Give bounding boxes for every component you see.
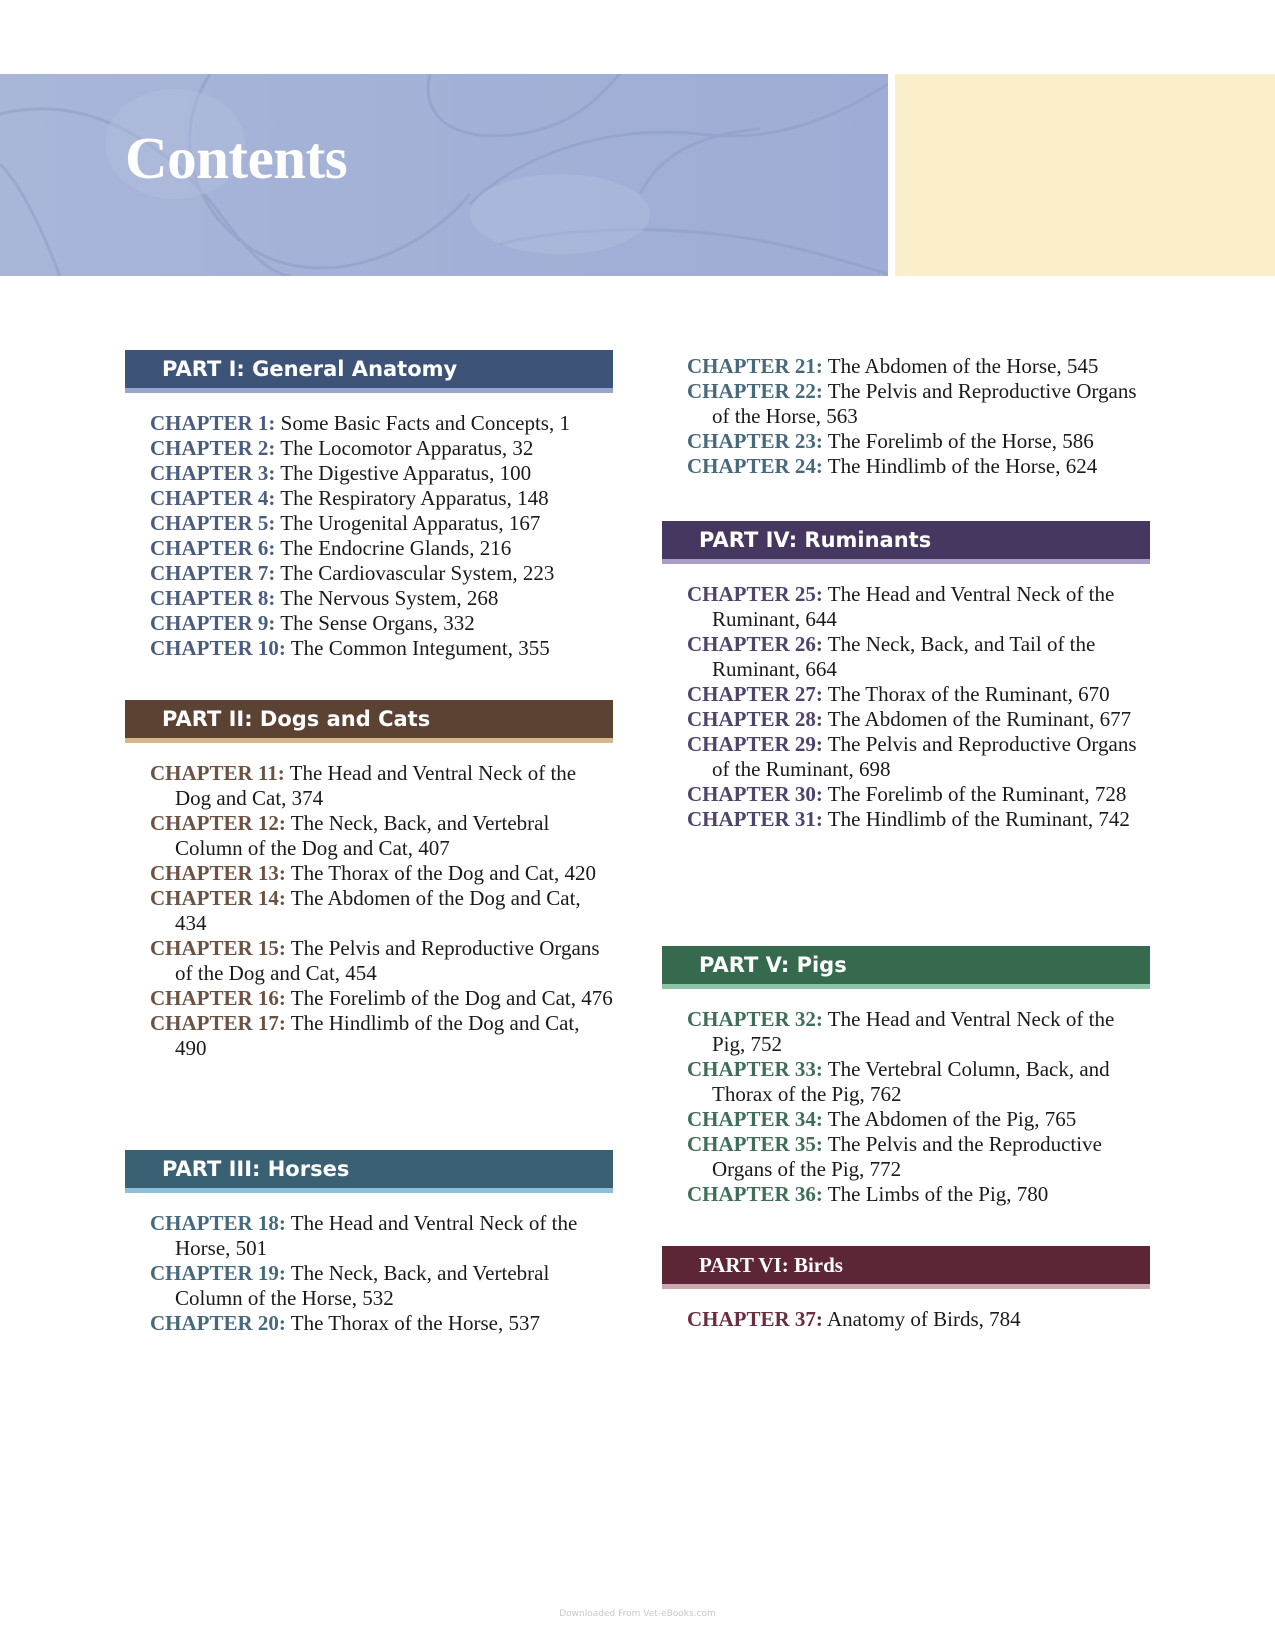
chapter-title: The Hindlimb of the Dog and Cat, 490 [175,1011,580,1060]
chapter-label: CHAPTER 33: [687,1057,823,1081]
chapter-label: CHAPTER 4: [150,486,276,510]
chapter-label: CHAPTER 14: [150,886,286,910]
part-section [125,1150,613,1336]
chapter-label: CHAPTER 25: [687,582,823,606]
chapter-title: The Head and Ventral Neck of the Ruminant, 644 [712,582,1115,631]
chapter-label: CHAPTER 27: [687,682,823,706]
chapter-title: The Head and Ventral Neck of the Dog and Cat, 374 [175,761,577,810]
chapter-entry [150,561,613,586]
chapter-label: CHAPTER 19: [150,1261,286,1285]
chapter-label: CHAPTER 31: [687,807,823,831]
chapter-label: CHAPTER 37: [687,1307,823,1331]
chapter-label: CHAPTER 23: [687,429,823,453]
contents-banner [0,74,888,276]
chapter-entry [150,986,613,1011]
chapter-title: The Neck, Back, and Tail of the Ruminant, 664 [712,632,1096,681]
part-header: PART IV: Ruminants [662,521,1150,559]
chapter-entry [150,536,613,561]
chapter-title: The Limbs of the Pig, 780 [822,1182,1049,1206]
chapter-label: CHAPTER 13: [150,861,286,885]
chapter-entry [687,632,1150,682]
chapter-entry [687,1057,1150,1107]
chapter-title: The Vertebral Column, Back, and Thorax of the Pig, 762 [712,1057,1110,1106]
chapter-label: CHAPTER 22: [687,379,823,403]
chapter-entry [150,936,613,986]
part-header: PART II: Dogs and Cats [125,700,613,738]
chapter-label: CHAPTER 10: [150,636,286,660]
chapter-title: The Thorax of the Ruminant, 670 [822,682,1110,706]
chapter-label: CHAPTER 26: [687,632,823,656]
chapter-entry [150,1311,613,1336]
part-header: PART III: Horses [125,1150,613,1188]
chapter-label: CHAPTER 35: [687,1132,823,1156]
chapter-entry [150,636,613,661]
chapter-label: CHAPTER 9: [150,611,276,635]
chapter-list [662,354,1150,479]
chapter-entry [687,782,1150,807]
chapter-entry [687,807,1150,832]
chapter-entry [687,707,1150,732]
chapter-title: The Digestive Apparatus, 100 [275,461,532,485]
chapter-list [662,1289,1150,1332]
chapter-title: The Locomotor Apparatus, 32 [275,436,534,460]
chapter-list [125,393,613,661]
part-section [662,1246,1150,1332]
chapter-title: The Hindlimb of the Ruminant, 742 [822,807,1130,831]
footer-watermark: Downloaded From Vet-eBooks.com [559,1609,716,1619]
chapter-label: CHAPTER 7: [150,561,276,585]
chapter-label: CHAPTER 3: [150,461,276,485]
chapter-entry [150,761,613,811]
chapter-title: The Forelimb of the Dog and Cat, 476 [285,986,613,1010]
part-header: PART V: Pigs [662,946,1150,984]
chapter-label: CHAPTER 17: [150,1011,286,1035]
chapter-label: CHAPTER 34: [687,1107,823,1131]
part-section [125,350,613,661]
chapter-entry [687,582,1150,632]
chapter-title: The Neck, Back, and Vertebral Column of the Dog and Cat, 407 [175,811,550,860]
chapter-label: CHAPTER 5: [150,511,276,535]
chapter-label: CHAPTER 21: [687,354,823,378]
chapter-entry [687,1132,1150,1182]
chapter-entry [687,1107,1150,1132]
chapter-title: The Urogenital Apparatus, 167 [275,511,541,535]
chapter-label: CHAPTER 32: [687,1007,823,1031]
chapter-label: CHAPTER 24: [687,454,823,478]
chapter-entry [150,1261,613,1311]
chapter-title: Anatomy of Birds, 784 [822,1307,1021,1331]
chapter-entry [687,354,1150,379]
chapter-entry [150,1011,613,1061]
chapter-title: The Forelimb of the Horse, 586 [822,429,1094,453]
chapter-entry [687,682,1150,707]
chapter-entry [687,1182,1150,1207]
part-section [125,700,613,1061]
chapter-title: The Pelvis and Reproductive Organs of the Ruminant, 698 [712,732,1137,781]
chapter-label: CHAPTER 12: [150,811,286,835]
chapter-title: The Cardiovascular System, 223 [275,561,555,585]
chapter-title: The Nervous System, 268 [275,586,499,610]
chapter-list [662,989,1150,1207]
chapter-title: The Neck, Back, and Vertebral Column of the Horse, 532 [175,1261,550,1310]
chapter-label: CHAPTER 36: [687,1182,823,1206]
chapter-title: The Respiratory Apparatus, 148 [275,486,549,510]
chapter-title: The Pelvis and Reproductive Organs of the Horse, 563 [712,379,1137,428]
chapter-title: The Abdomen of the Pig, 765 [822,1107,1077,1131]
chapter-label: CHAPTER 18: [150,1211,286,1235]
part-header: PART VI: Birds [662,1246,1150,1284]
chapter-title: The Thorax of the Horse, 537 [285,1311,541,1335]
chapter-label: CHAPTER 15: [150,936,286,960]
chapter-entry [687,732,1150,782]
chapter-label: CHAPTER 16: [150,986,286,1010]
chapter-title: The Forelimb of the Ruminant, 728 [822,782,1127,806]
chapter-title: The Common Integument, 355 [285,636,550,660]
chapter-label: CHAPTER 1: [150,411,276,435]
chapter-title: The Pelvis and the Reproductive Organs of the Pig, 772 [712,1132,1102,1181]
chapter-label: CHAPTER 28: [687,707,823,731]
chapter-entry [687,1007,1150,1057]
chapter-label: CHAPTER 6: [150,536,276,560]
page-title: Contents [125,125,348,191]
part-header: PART I: General Anatomy [125,350,613,388]
decorative-block [895,74,1275,276]
chapter-entry [150,486,613,511]
chapter-entry [687,379,1150,429]
chapter-entry [150,1211,613,1261]
chapter-entry [150,861,613,886]
chapter-entry [687,1307,1150,1332]
chapter-entry [150,886,613,936]
chapter-label: CHAPTER 2: [150,436,276,460]
chapter-title: The Abdomen of the Dog and Cat, 434 [175,886,581,935]
chapter-title: The Abdomen of the Horse, 545 [822,354,1099,378]
chapter-title: Some Basic Facts and Concepts, 1 [275,411,570,435]
part-section [662,521,1150,832]
part-section-continued [662,354,1150,479]
chapter-title: The Head and Ventral Neck of the Horse, 501 [175,1211,578,1260]
chapter-title: The Thorax of the Dog and Cat, 420 [285,861,596,885]
chapter-list [125,743,613,1061]
chapter-label: CHAPTER 11: [150,761,285,785]
chapter-title: The Head and Ventral Neck of the Pig, 752 [712,1007,1115,1056]
chapter-entry [150,611,613,636]
chapter-title: The Sense Organs, 332 [275,611,475,635]
chapter-entry [150,511,613,536]
chapter-entry [150,811,613,861]
chapter-title: The Pelvis and Reproductive Organs of the Dog and Cat, 454 [175,936,600,985]
chapter-list [125,1193,613,1336]
chapter-entry [150,586,613,611]
chapter-entry [687,454,1150,479]
part-section [662,946,1150,1207]
chapter-entry [150,461,613,486]
chapter-label: CHAPTER 29: [687,732,823,756]
chapter-title: The Hindlimb of the Horse, 624 [822,454,1098,478]
chapter-entry [150,436,613,461]
chapter-title: The Abdomen of the Ruminant, 677 [822,707,1132,731]
chapter-entry [150,411,613,436]
chapter-entry [687,429,1150,454]
chapter-label: CHAPTER 30: [687,782,823,806]
chapter-list [662,564,1150,832]
chapter-label: CHAPTER 20: [150,1311,286,1335]
chapter-title: The Endocrine Glands, 216 [275,536,512,560]
chapter-label: CHAPTER 8: [150,586,276,610]
